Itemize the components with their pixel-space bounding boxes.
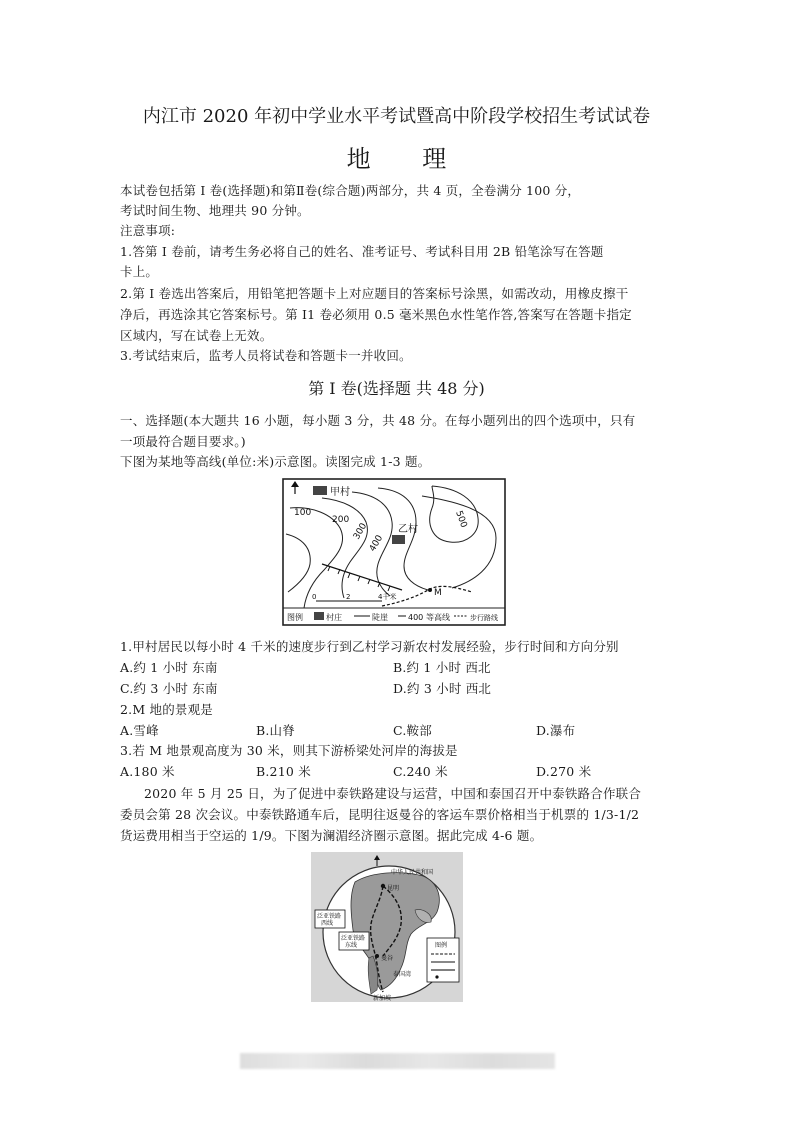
question-1: 1.甲村居民以每小时 4 千米的速度步行到乙村学习新农村发展经验，步行时间和方向分别 <box>120 639 619 654</box>
q2-option-c: C.鞍部 <box>393 723 432 738</box>
q2-option-d: D.瀑布 <box>536 723 576 738</box>
kunming-marker <box>381 884 385 888</box>
section-instruction-1: 一、选择题(本大题共 16 小题，每小题 3 分，共 48 分。在每小题列出的四个选项中，只有 <box>120 413 636 428</box>
q3-option-c: C.240 米 <box>393 764 448 779</box>
legend-cliff: 陡崖 <box>372 613 388 622</box>
legend-village-swatch <box>314 612 324 620</box>
notice-1b: 卡上。 <box>120 264 159 279</box>
scale-4: 4千米 <box>378 593 397 601</box>
legend-contour-value: 400 <box>408 613 424 622</box>
singapore-label: 新加坡 <box>373 995 392 1002</box>
notice-1a: 1.答第 I 卷前，请考生务必将自己的姓名、准考证号、考试科目用 2B 铅笔涂写在答题 <box>120 244 604 259</box>
legend-label: 图例 <box>287 613 303 622</box>
q1-option-d: D.约 3 小时 西北 <box>393 681 492 696</box>
village-b-label: 乙村 <box>398 524 418 535</box>
contour-label-400: 400 <box>367 533 386 554</box>
legend-village: 村庄 <box>326 613 342 622</box>
blurred-footer <box>240 1053 555 1069</box>
intro-line-2: 考试时间生物、地理共 90 分钟。 <box>120 203 310 218</box>
point-m-label: M <box>434 588 442 598</box>
rail-east-label-a: 泛亚铁路 <box>341 935 366 942</box>
country-label: 中华人民共和国 <box>391 869 434 876</box>
gulf-label: 泰国湾 <box>393 971 412 978</box>
map2-legend-label: 图例 <box>435 942 448 949</box>
rail-west-label-a: 泛亚铁路 <box>317 913 342 920</box>
legend-contour: 等高线 <box>426 613 450 622</box>
bangkok-label: 曼谷 <box>381 955 394 962</box>
village-a-label: 甲村 <box>330 487 350 498</box>
passage-line-3: 货运费用相当于空运的 1/9。下图为澜湄经济圈示意图。据此完成 4-6 题。 <box>120 828 543 843</box>
village-a-marker <box>313 486 327 495</box>
contour-map <box>282 478 506 626</box>
subject-title: 地 理 <box>346 145 469 173</box>
rail-west-label-b: 西线 <box>321 920 334 927</box>
passage-line-1: 2020 年 5 月 25 日，为了促进中泰铁路建设与运营，中国和泰国召开中泰铁路合作联合 <box>144 786 642 801</box>
section-title: 第 I 卷(选择题 共 48 分) <box>308 379 485 398</box>
q1-option-b: B.约 1 小时 西北 <box>393 660 491 675</box>
notice-heading: 注意事项: <box>120 223 176 238</box>
q3-option-b: B.210 米 <box>256 764 311 779</box>
q2-option-a: A.雪峰 <box>120 723 159 738</box>
village-b-marker <box>392 535 405 544</box>
notice-3: 3.考试结束后，监考人员将试卷和答题卡一并收回。 <box>120 348 412 363</box>
scale-2: 2 <box>346 593 351 601</box>
legend-path: 步行路线 <box>470 614 498 622</box>
figure1-lead: 下图为某地等高线(单位:米)示意图。读图完成 1-3 题。 <box>120 454 431 469</box>
kunming-label: 昆明 <box>387 885 400 892</box>
section-instruction-2: 一项最符合题目要求。) <box>120 434 246 449</box>
point-m <box>428 588 432 592</box>
q3-option-a: A.180 米 <box>120 764 175 779</box>
passage-line-2: 委员会第 28 次会议。中泰铁路通车后，昆明往返曼谷的客运车票价格相当于机票的 1/3-1/2 <box>120 807 640 822</box>
notice-2b: 净后，再选涂其它答案标号。第 I1 卷必须用 0.5 毫米黑色水性笔作答,答案写在答题卡指定 <box>120 307 632 322</box>
lancang-mekong-map <box>311 852 463 1002</box>
contour-label-500: 500 <box>453 509 469 530</box>
q3-option-d: D.270 米 <box>536 764 592 779</box>
q2-option-b: B.山脊 <box>256 723 295 738</box>
contour-label-100: 100 <box>294 508 312 518</box>
question-2: 2.M 地的景观是 <box>120 702 213 717</box>
rail-east-label-b: 东线 <box>345 942 358 949</box>
notice-2a: 2.第 I 卷选出答案后，用铅笔把答题卡上对应题目的答案标号涂黑，如需改动，用橡皮擦干 <box>120 286 629 301</box>
notice-2c: 区域内，写在试卷上无效。 <box>120 328 273 343</box>
exam-title: 内江市 2020 年初中学业水平考试暨高中阶段学校招生考试试卷 <box>142 106 651 127</box>
q1-option-a: A.约 1 小时 东南 <box>120 660 218 675</box>
intro-line-1: 本试卷包括第 I 卷(选择题)和第Ⅱ卷(综合题)两部分，共 4 页，全卷满分 100 分， <box>120 183 581 198</box>
contour-label-200: 200 <box>332 515 350 525</box>
question-3: 3.若 M 地景观高度为 30 米，则其下游桥梁处河岸的海拔是 <box>120 743 458 758</box>
bangkok-marker <box>375 954 379 958</box>
contour-label-300: 300 <box>351 521 370 542</box>
q1-option-c: C.约 3 小时 东南 <box>120 681 218 696</box>
scale-0: 0 <box>312 593 317 601</box>
